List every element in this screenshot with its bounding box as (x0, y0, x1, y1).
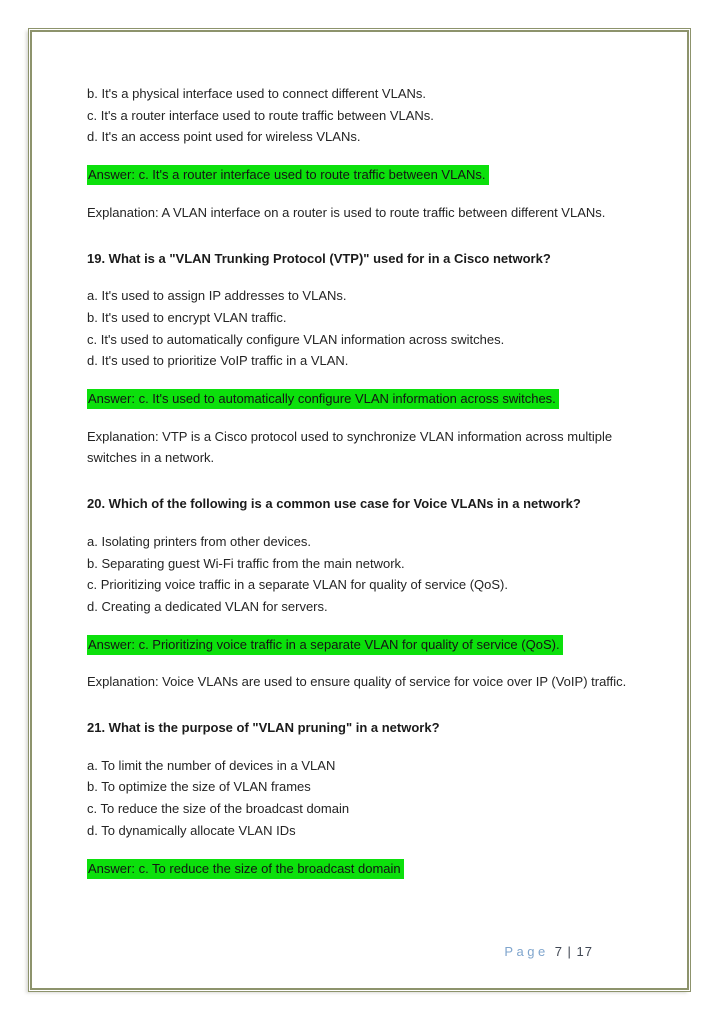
explanation-text: Explanation: VTP is a Cisco protocol used to synchronize VLAN information across multiple switches in a network. (87, 428, 613, 466)
explanation-text: Explanation: Voice VLANs are used to ensure quality of service for voice over IP (VoIP) traffic. (87, 674, 627, 690)
page-border-frame (28, 28, 691, 992)
option-line: d. It's used to prioritize VoIP traffic in a VLAN. (87, 353, 349, 369)
option-line: c. To reduce the size of the broadcast domain (87, 801, 350, 817)
answer-line (87, 858, 647, 880)
answer-highlight: Answer: c. It's used to automatically configure VLAN information across switches. (87, 389, 559, 409)
option-line: b. Separating guest Wi-Fi traffic from the main network. (87, 555, 405, 571)
option-list (87, 285, 647, 372)
footer-page-number: 7 | 17 (554, 944, 593, 959)
answer-line (87, 634, 647, 656)
question-title: 21. What is the purpose of "VLAN pruning" in a network? (87, 720, 440, 736)
answer-line (87, 164, 647, 186)
option-list (87, 531, 647, 618)
question-20 (87, 493, 647, 693)
answer-highlight: Answer: c. It's a router interface used to route traffic between VLANs. (87, 165, 489, 185)
footer-page-label: Page (504, 944, 549, 959)
option-line: a. To limit the number of devices in a VLAN (87, 757, 336, 773)
option-line: d. To dynamically allocate VLAN IDs (87, 822, 296, 838)
question-18-continued (87, 83, 647, 224)
option-line: d. It's an access point used for wireless VLANs. (87, 129, 361, 145)
question-21 (87, 717, 647, 879)
option-line: d. Creating a dedicated VLAN for servers. (87, 598, 328, 614)
option-line: b. To optimize the size of VLAN frames (87, 779, 311, 795)
answer-highlight: Answer: c. To reduce the size of the broadcast domain (87, 859, 404, 879)
option-line: a. It's used to assign IP addresses to VLANs. (87, 288, 347, 304)
option-line: b. It's a physical interface used to connect different VLANs. (87, 86, 426, 101)
option-line: b. It's used to encrypt VLAN traffic. (87, 309, 287, 325)
question-title: 20. Which of the following is a common use case for Voice VLANs in a network? (87, 496, 581, 512)
answer-highlight: Answer: c. Prioritizing voice traffic in a separate VLAN for quality of service (QoS). (87, 635, 563, 655)
option-line: c. It's used to automatically configure VLAN information across switches. (87, 331, 505, 347)
option-line: c. Prioritizing voice traffic in a separate VLAN for quality of service (QoS). (87, 577, 508, 593)
option-line: c. It's a router interface used to route traffic between VLANs. (87, 107, 434, 123)
answer-line (87, 388, 647, 410)
explanation-text: Explanation: A VLAN interface on a router is used to route traffic between different VLANs. (87, 204, 606, 220)
option-list (87, 83, 647, 148)
page-footer (504, 944, 593, 959)
option-line: a. Isolating printers from other devices. (87, 533, 311, 549)
page-border-inner (30, 30, 689, 990)
document-content (87, 83, 647, 895)
option-list (87, 755, 647, 842)
question-19 (87, 248, 647, 470)
question-title: 19. What is a "VLAN Trunking Protocol (VTP)" used for in a Cisco network? (87, 250, 551, 266)
